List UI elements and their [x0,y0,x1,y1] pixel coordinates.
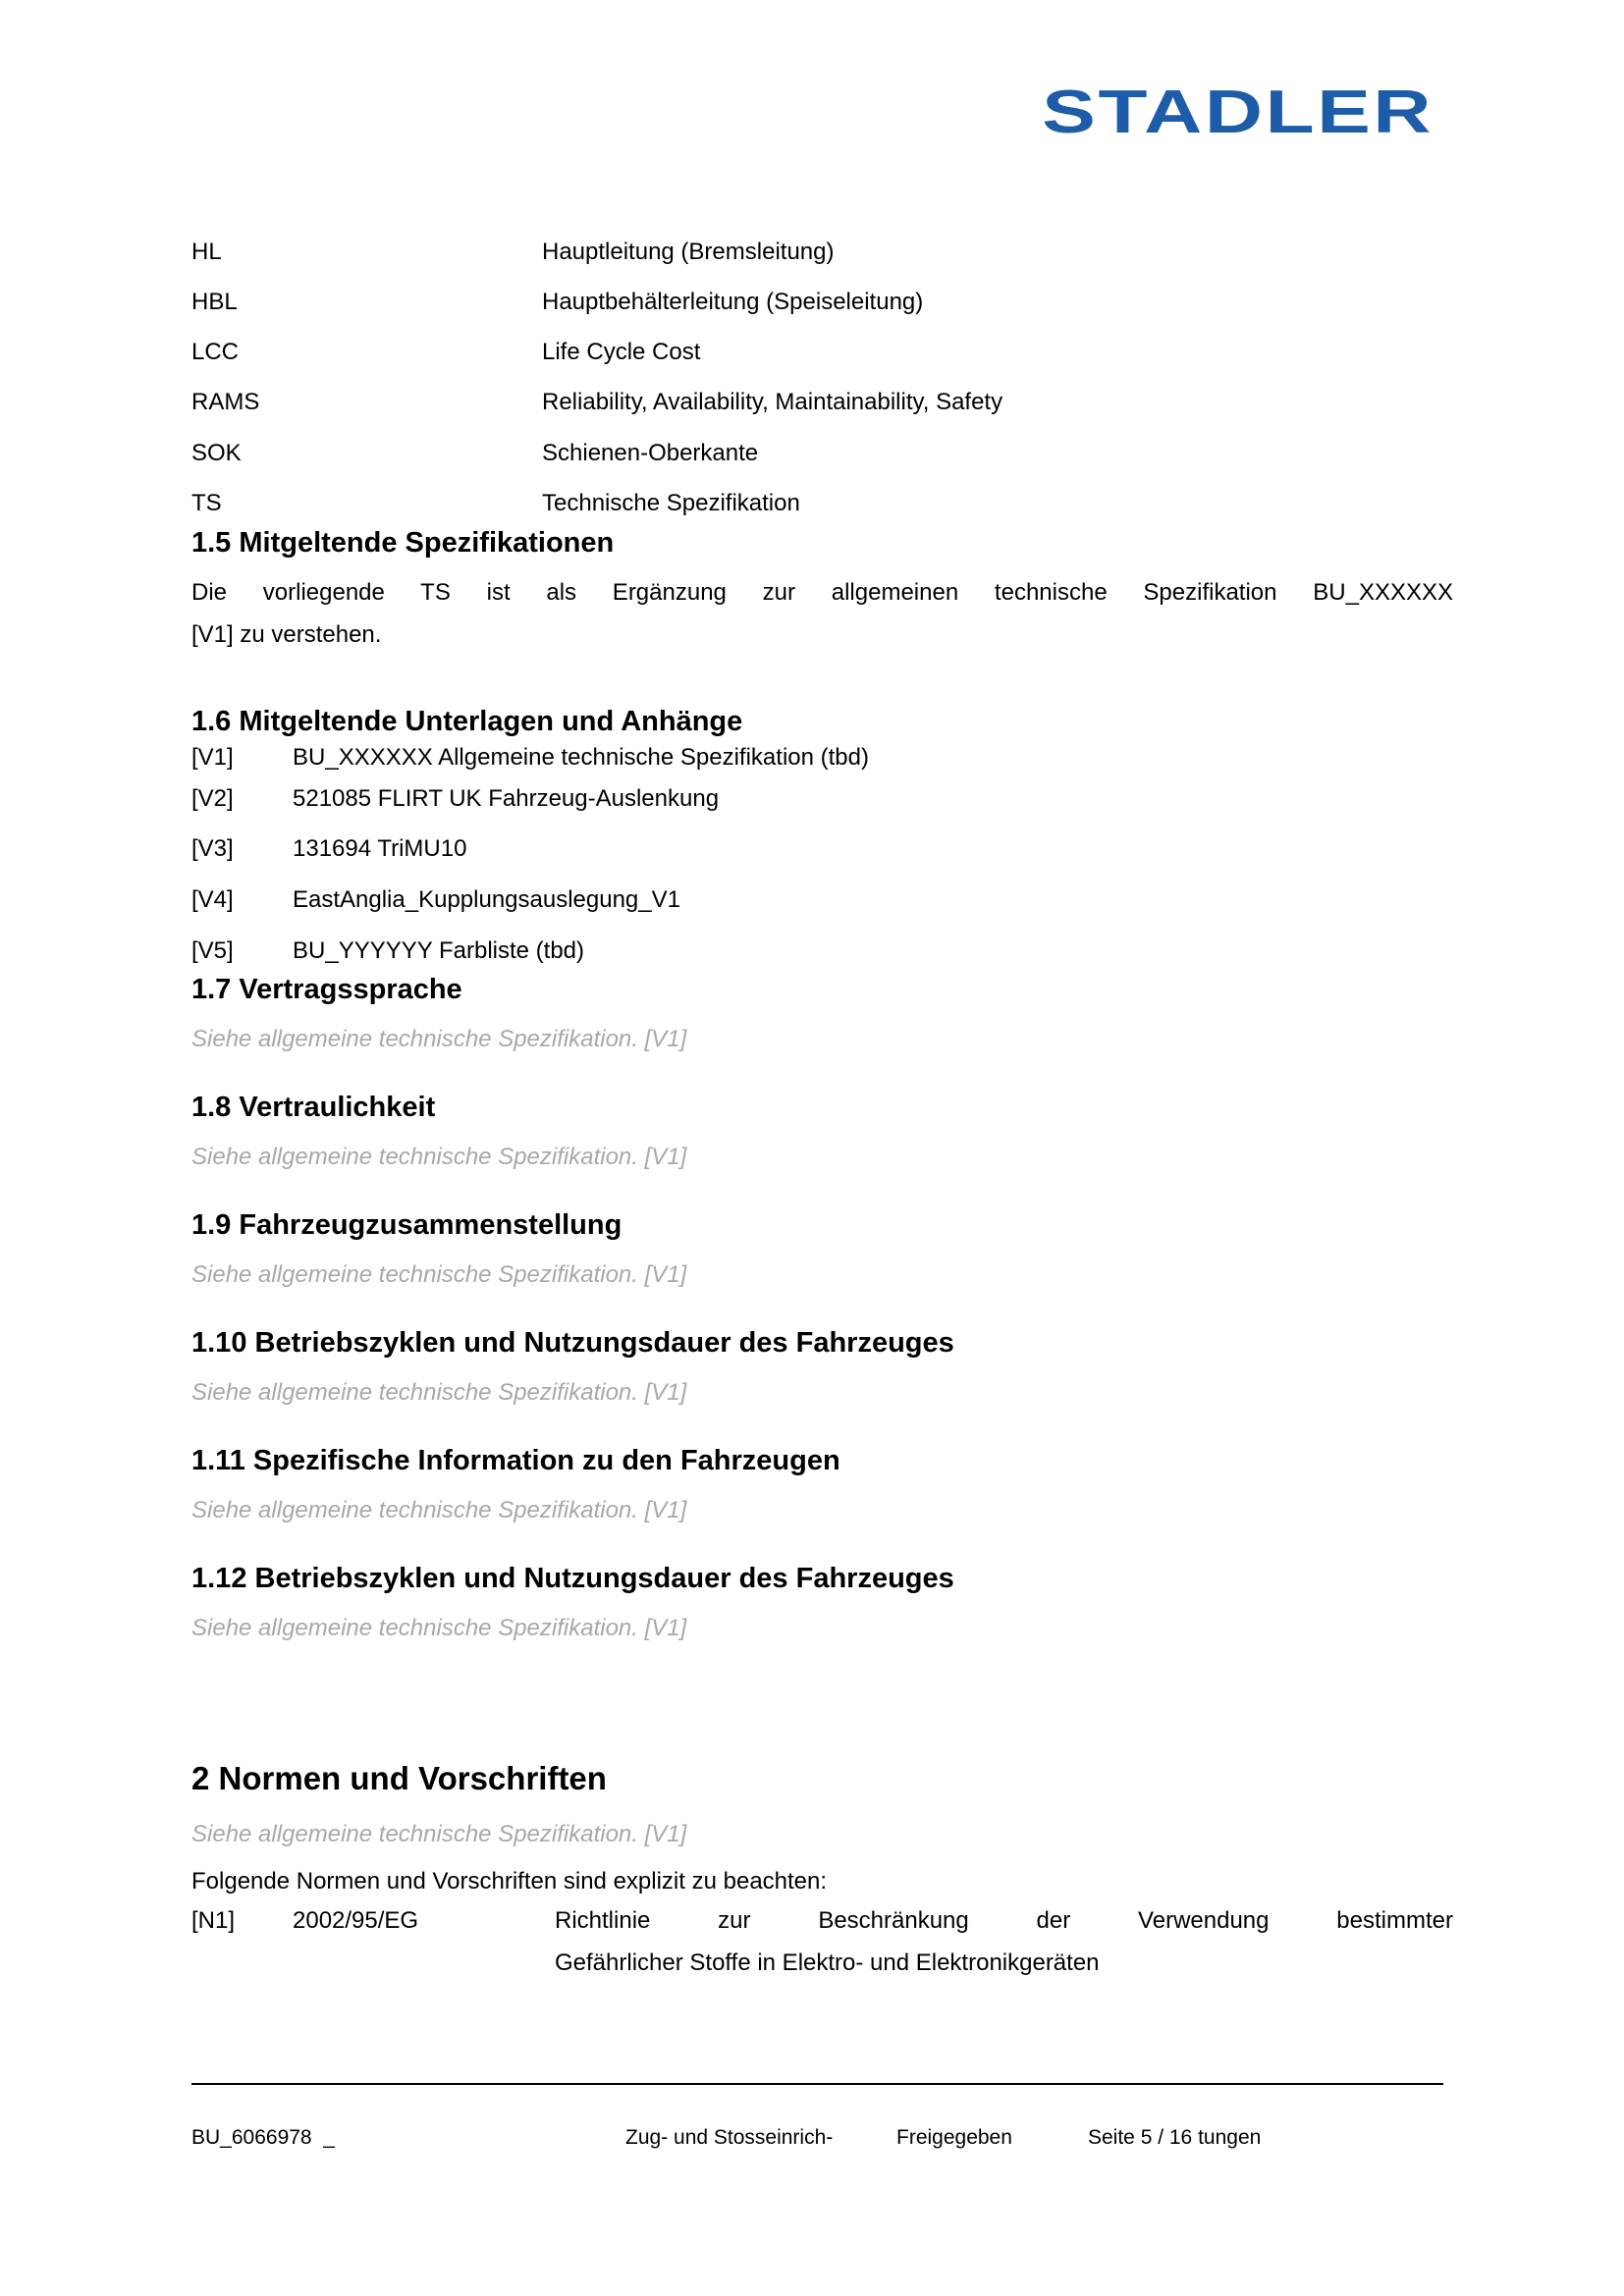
section-1-5-body-line2: [V1] zu verstehen. [191,621,382,648]
footer-status: Freigegeben [896,2126,1012,2149]
section-note: Siehe allgemeine technische Spezifikation. [V1] [191,1497,687,1523]
abbreviation-definition: Schienen-Oberkante [542,440,759,466]
document-ref: [V4] [191,886,234,913]
section-heading-1-7: 1.7 Vertragssprache [191,974,462,1005]
abbreviation-term: LCC [191,339,240,365]
section-heading-1-6: 1.6 Mitgeltende Unterlagen und Anhänge [191,706,743,737]
section-note: Siehe allgemeine technische Spezifikation. [V1] [191,1144,687,1170]
abbreviation-term: SOK [191,440,242,466]
section-heading-2: 2 Normen und Vorschriften [191,1760,607,1796]
document-title: BU_XXXXXX Allgemeine technische Spezifikation (tbd) [293,744,869,771]
section-1-5-body-line1: Die vorliegende TS ist als Ergänzung zur allgemeinen technische Spezifikation BU_XXXXXX [191,579,1453,606]
document-ref: [V3] [191,835,234,862]
document-title: EastAnglia_Kupplungsauslegung_V1 [293,886,680,913]
abbreviation-definition: Reliability, Availability, Maintainability, Safety [542,389,1003,415]
document-list-row [191,746,869,770]
document-list-row [191,787,719,811]
section-heading-1-5: 1.5 Mitgeltende Spezifikationen [191,527,615,559]
norm-description [555,1909,1453,1975]
norm-ref: [N1] [191,1907,236,1934]
section-note: Siehe allgemeine technische Spezifikation. [V1] [191,1261,687,1288]
norm-code: 2002/95/EG [293,1907,419,1934]
document-ref: [V5] [191,937,234,964]
document-list-row [191,837,466,861]
footer-doc-title: Zug- und Stosseinrich- [625,2126,834,2149]
footer-doc-id: BU_6066978 _ [191,2126,335,2149]
norm-description-line2: Gefährlicher Stoffe in Elektro- und Elektronikgeräten [555,1949,1100,1976]
abbreviation-row [191,240,834,264]
norms-intro: Folgende Normen und Vorschriften sind explizit zu beachten: [191,1868,828,1895]
norm-row [191,1909,1453,1975]
section-note: Siehe allgemeine technische Spezifikation. [V1] [191,1821,687,1847]
norm-description-line1: Richtlinie zur Beschränkung der Verwendung bestimmter [555,1907,1453,1934]
document-ref: [V1] [191,744,234,771]
section-heading-1-10: 1.10 Betriebszyklen und Nutzungsdauer des Fahrzeuges [191,1327,954,1359]
section-heading-1-9: 1.9 Fahrzeugzusammenstellung [191,1209,623,1241]
abbreviation-term: RAMS [191,389,260,415]
document-title: 521085 FLIRT UK Fahrzeug-Auslenkung [293,785,720,812]
section-heading-1-12: 1.12 Betriebszyklen und Nutzungsdauer des Fahrzeuges [191,1563,954,1594]
abbreviation-definition: Hauptbehälterleitung (Speiseleitung) [542,289,924,315]
section-note: Siehe allgemeine technische Spezifikation. [V1] [191,1615,687,1641]
stadler-logo: STADLER [1042,79,1434,146]
abbreviation-row [191,391,1002,414]
document-list-row [191,888,680,912]
abbreviation-row [191,442,758,465]
abbreviation-row [191,492,800,515]
document-ref: [V2] [191,785,234,812]
section-heading-1-8: 1.8 Vertraulichkeit [191,1092,436,1123]
document-title: BU_YYYYYY Farbliste (tbd) [293,937,585,964]
document-title: 131694 TriMU10 [293,835,467,862]
section-note: Siehe allgemeine technische Spezifikation. [V1] [191,1026,687,1052]
abbreviation-definition: Hauptleitung (Bremsleitung) [542,239,835,265]
abbreviation-term: HBL [191,289,238,315]
abbreviation-row [191,341,700,364]
abbreviation-term: TS [191,490,222,516]
abbreviation-definition: Life Cycle Cost [542,339,701,365]
section-note: Siehe allgemeine technische Spezifikation. [V1] [191,1379,687,1406]
footer-page-info: Seite 5 / 16 tungen [1088,2126,1262,2149]
footer-divider [191,2083,1443,2085]
abbreviation-term: HL [191,239,222,265]
section-heading-1-11: 1.11 Spezifische Information zu den Fahrzeugen [191,1445,840,1476]
document-list-row [191,939,584,963]
abbreviation-row [191,291,923,314]
abbreviation-definition: Technische Spezifikation [542,490,800,516]
